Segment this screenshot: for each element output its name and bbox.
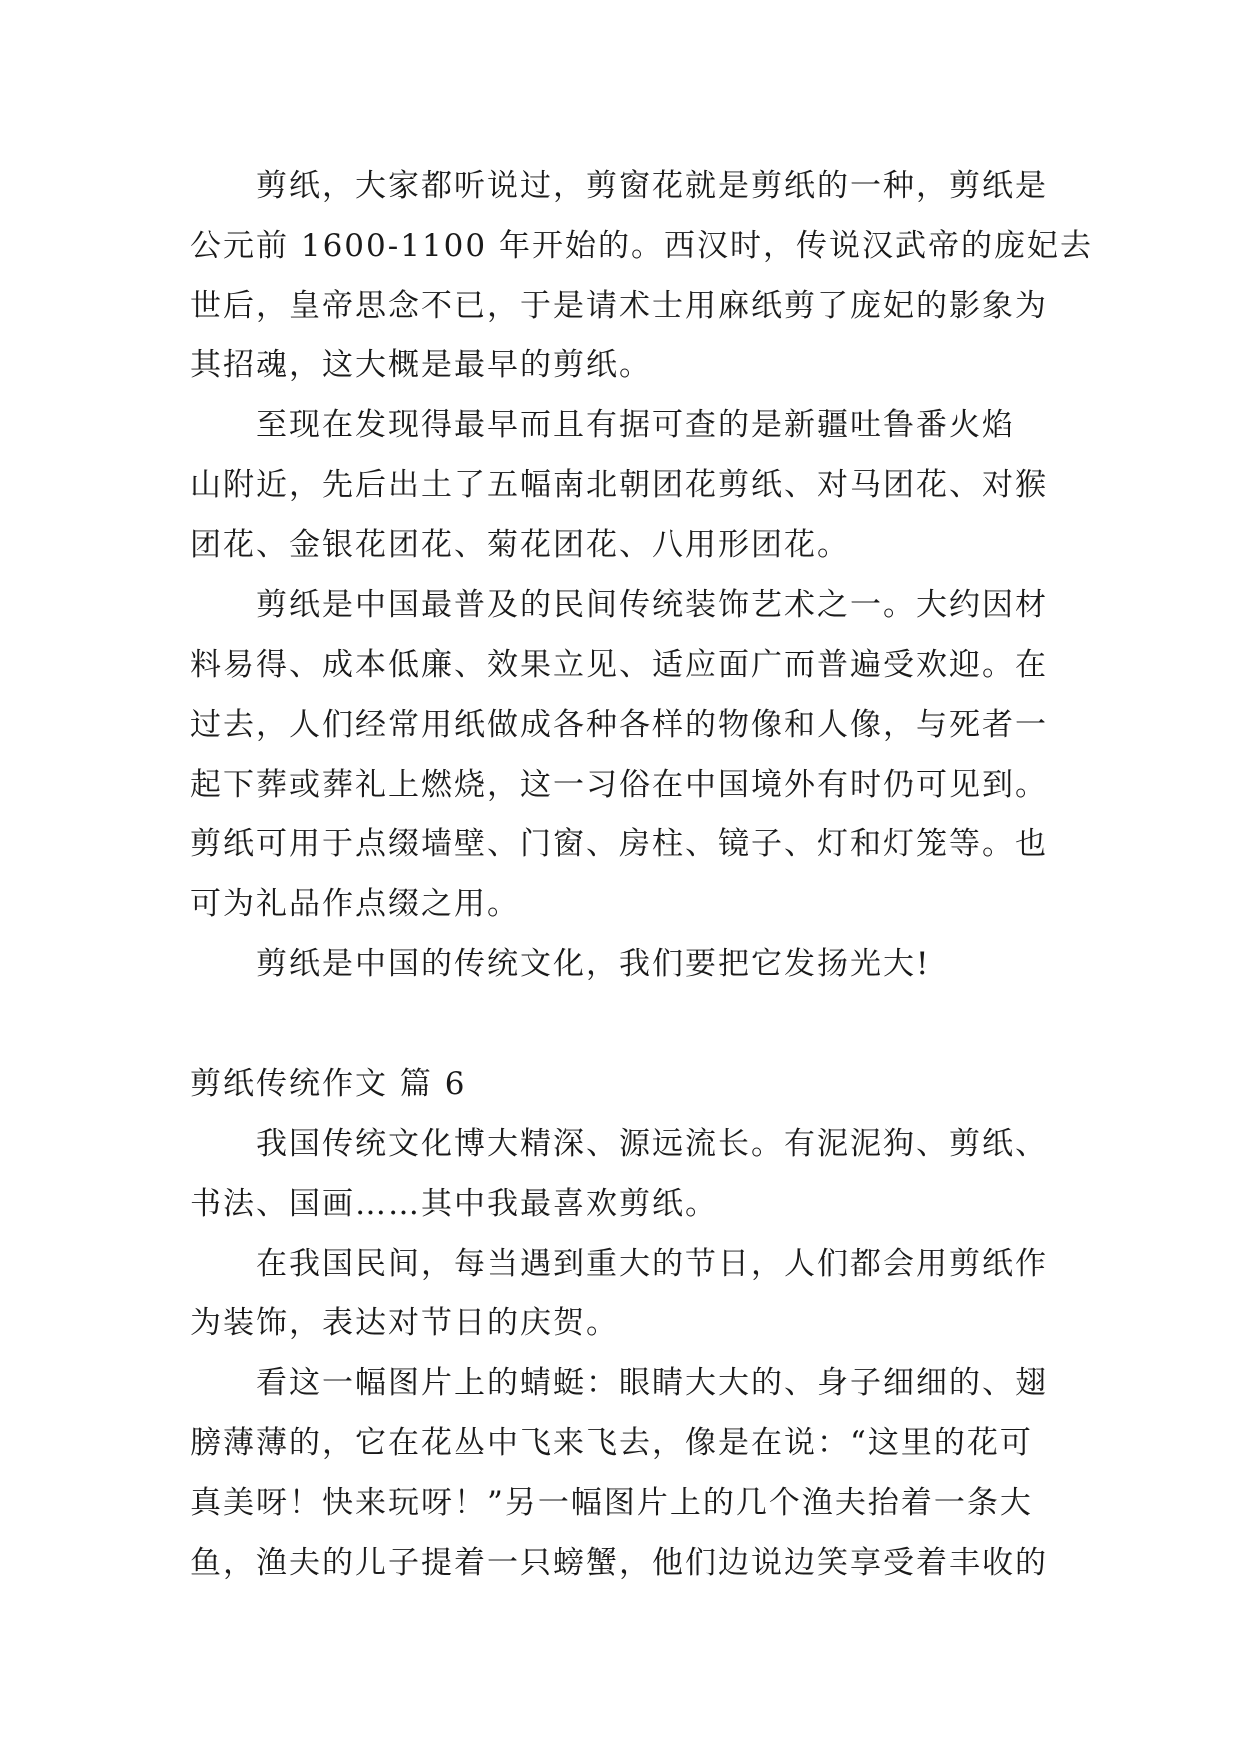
paragraph-line: 为装饰，表达对节日的庆贺。 xyxy=(190,1305,619,1341)
paragraph-line: 真美呀！快来玩呀！”另一幅图片上的几个渔夫抬着一条大 xyxy=(190,1485,1033,1521)
paragraph-line: 世后，皇帝思念不已，于是请术士用麻纸剪了庞妃的影象为 xyxy=(190,288,1048,324)
paragraph-line: 公元前 1600-1100 年开始的。西汉时，传说汉武帝的庞妃去 xyxy=(190,228,1093,264)
paragraph-line: 料易得、成本低廉、效果立见、适应面广而普遍受欢迎。在 xyxy=(190,647,1048,683)
paragraph-line: 看这一幅图片上的蜻蜓：眼睛大大的、身子细细的、翅 xyxy=(256,1365,1048,1401)
paragraph-line: 我国传统文化博大精深、源远流长。有泥泥狗、剪纸、 xyxy=(256,1126,1048,1162)
paragraph-line: 膀薄薄的，它在花丛中飞来飞去，像是在说：“这里的花可 xyxy=(190,1425,1033,1461)
paragraph-line: 起下葬或葬礼上燃烧，这一习俗在中国境外有时仍可见到。 xyxy=(190,767,1048,803)
paragraph-line: 在我国民间，每当遇到重大的节日，人们都会用剪纸作 xyxy=(256,1246,1048,1282)
section-heading: 剪纸传统作文 篇 6 xyxy=(190,1066,467,1102)
paragraph-line: 鱼，渔夫的儿子提着一只螃蟹，他们边说边笑享受着丰收的 xyxy=(190,1545,1048,1581)
paragraph-line: 过去，人们经常用纸做成各种各样的物像和人像，与死者一 xyxy=(190,707,1048,743)
paragraph-line: 剪纸是中国最普及的民间传统装饰艺术之一。大约因材 xyxy=(256,587,1048,623)
paragraph-line: 剪纸，大家都听说过，剪窗花就是剪纸的一种，剪纸是 xyxy=(256,168,1048,204)
paragraph-line: 剪纸是中国的传统文化，我们要把它发扬光大! xyxy=(256,946,931,982)
paragraph-line: 至现在发现得最早而且有据可查的是新疆吐鲁番火焰 xyxy=(256,407,1015,443)
paragraph-line: 书法、国画……其中我最喜欢剪纸。 xyxy=(190,1186,718,1222)
paragraph-line: 可为礼品作点缀之用。 xyxy=(190,886,520,922)
paragraph-line: 剪纸可用于点缀墙壁、门窗、房柱、镜子、灯和灯笼等。也 xyxy=(190,826,1048,862)
paragraph-line: 山附近，先后出土了五幅南北朝团花剪纸、对马团花、对猴 xyxy=(190,467,1048,503)
paragraph-line: 团花、金银花团花、菊花团花、八用形团花。 xyxy=(190,527,850,563)
paragraph-line: 其招魂，这大概是最早的剪纸。 xyxy=(190,347,652,383)
